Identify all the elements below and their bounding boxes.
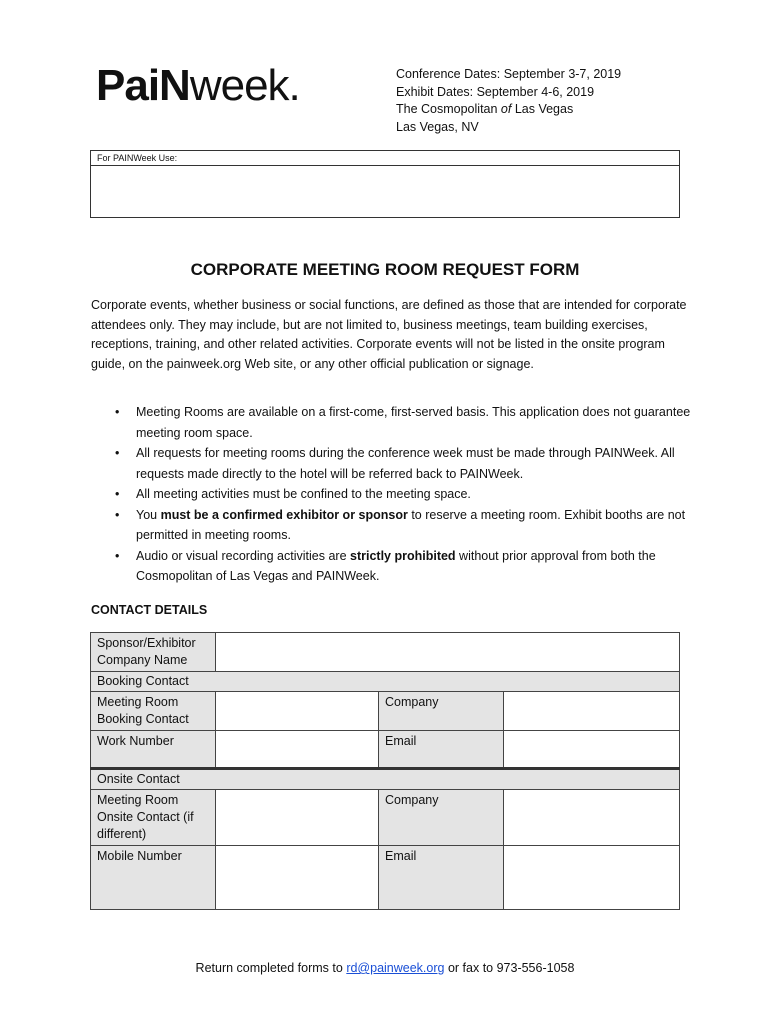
booking-email-label: Email (379, 731, 504, 769)
painweek-logo (96, 61, 300, 110)
onsite-contact-input[interactable] (216, 790, 379, 846)
booking-company-input[interactable] (504, 692, 680, 731)
return-instructions: Return completed forms to rd@painweek.org or fax to 973-556-1058 (195, 961, 575, 975)
bullet-icon: • (115, 446, 120, 460)
conference-dates: Conference Dates: September 3-7, 2019 (396, 67, 622, 81)
list-item: • You must be a confirmed exhibitor or sponsor to reserve a meeting room. Exhibit booths are not permitted in meeting rooms. (91, 505, 691, 546)
booking-contact-input[interactable] (216, 692, 379, 731)
booking-email-input[interactable] (504, 731, 680, 769)
onsite-company-label: Company (379, 790, 504, 846)
work-number-input[interactable] (216, 731, 379, 769)
venue: The Cosmopolitan of Las Vegas (396, 102, 574, 116)
office-use-label: For PAINWeek Use: (91, 151, 679, 166)
onsite-email-label: Email (379, 846, 504, 910)
booking-contact-label: Meeting Room Booking Contact (91, 692, 216, 731)
work-number-label: Work Number (91, 731, 216, 769)
onsite-contact-section: Onsite Contact (91, 769, 680, 790)
onsite-email-input[interactable] (504, 846, 680, 910)
contact-table (90, 632, 680, 910)
list-item: • Audio or visual recording activities are strictly prohibited without prior approval from both the Cosmopolitan of Las Vegas and PAINWeek. (91, 546, 691, 587)
onsite-company-input[interactable] (504, 790, 680, 846)
onsite-contact-label: Meeting Room Onsite Contact (if different) (91, 790, 216, 846)
intro-paragraph: Corporate events, whether business or social functions, are defined as those that are intended for corporate attendees only. They may include, but are not limited to, business meetings, team building exercises, receptions, training, and other related activities. Corporate events will not be listed in the onsite program guide, on the painweek.org Web site, or any other official publication or signage. (91, 298, 687, 371)
exhibit-dates: Exhibit Dates: September 4-6, 2019 (396, 84, 595, 99)
office-use-box (90, 150, 680, 218)
mobile-number-input[interactable] (216, 846, 379, 910)
mobile-number-label: Mobile Number (91, 846, 216, 910)
venue-city: Las Vegas, NV (396, 119, 479, 134)
bullet-icon: • (115, 507, 120, 522)
contact-details-heading: CONTACT DETAILS (91, 603, 208, 617)
page-title: CORPORATE MEETING ROOM REQUEST FORM (190, 260, 580, 279)
list-item: • All meeting activities must be confined to the meeting space. (91, 484, 691, 505)
email-link[interactable]: rd@painweek.org (346, 961, 445, 975)
list-item: • All requests for meeting rooms during the conference week must be made through PAINWeek. All requests made directly to the hotel will be referred back to PAINWeek. (91, 443, 691, 484)
booking-contact-section: Booking Contact (91, 672, 680, 692)
rules-list (91, 402, 691, 587)
list-item: • Meeting Rooms are available on a first-come, first-served basis. This application does not guarantee meeting room space. (91, 402, 691, 443)
bullet-icon: • (115, 487, 120, 501)
booking-company-label: Company (379, 692, 504, 731)
logo-bold-text: PaiN (96, 61, 190, 110)
bullet-icon: • (115, 405, 120, 419)
sponsor-company-input[interactable] (216, 633, 680, 672)
conference-info (396, 66, 621, 136)
sponsor-label: Sponsor/Exhibitor Company Name (91, 633, 216, 672)
bullet-icon: • (115, 548, 120, 563)
logo-thin-text: week. (189, 61, 300, 110)
